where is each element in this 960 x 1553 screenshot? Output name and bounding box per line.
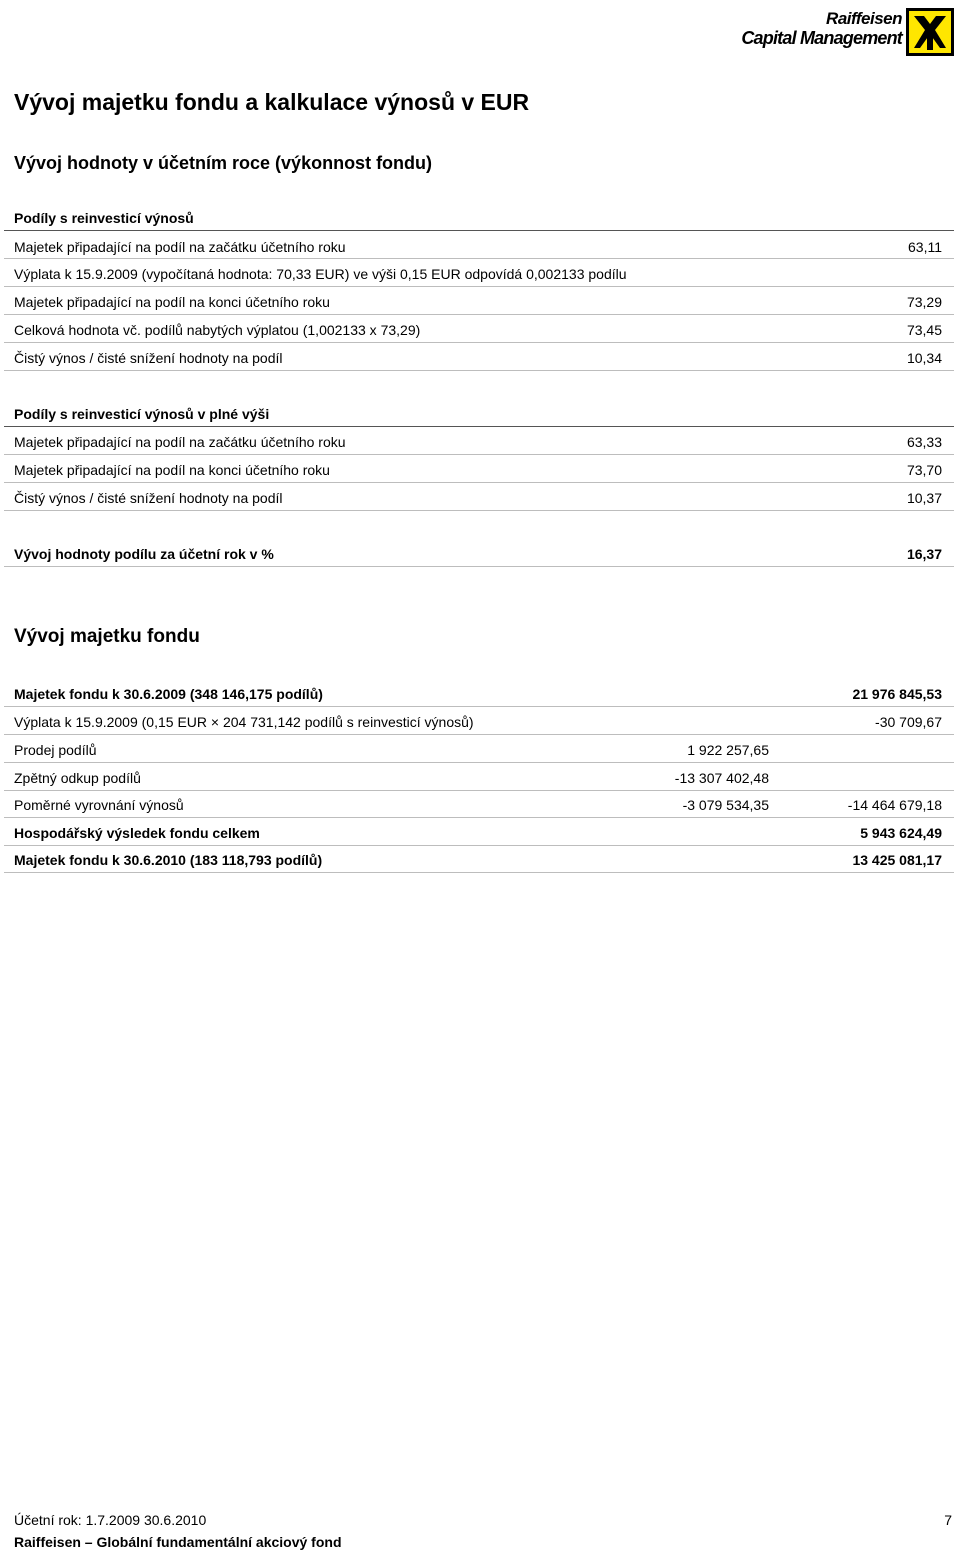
- row-label: Zpětný odkup podílů: [14, 770, 141, 786]
- row-label: Výplata k 15.9.2009 (0,15 EUR × 204 731,142 podílů s reinvesticí výnosů): [14, 714, 474, 730]
- row-divider: [4, 342, 954, 343]
- table-row: [0, 742, 960, 762]
- gable-cross-logo-icon: [906, 8, 954, 56]
- row-label: Čistý výnos / čisté snížení hodnoty na podíl: [14, 350, 283, 366]
- row-value: 73,45: [906, 322, 942, 338]
- row-divider: [4, 566, 954, 567]
- row-divider: [4, 845, 954, 846]
- row-divider: [4, 510, 954, 511]
- row-label: Majetek připadající na podíl na začátku účetního roku: [14, 434, 346, 450]
- table-row: [0, 434, 960, 454]
- row-label: Výplata k 15.9.2009 (vypočítaná hodnota: 70,33 EUR) ve výši 0,15 EUR odpovídá 0,002133 podílu: [14, 266, 627, 282]
- table-row: [0, 797, 960, 817]
- performance-label: Vývoj hodnoty podílu za účetní rok v %: [14, 546, 274, 562]
- row-label: Celková hodnota vč. podílů nabytých výplatou (1,002133 x 73,29): [14, 322, 421, 338]
- row-value: 73,70: [906, 462, 942, 478]
- section-3-title: Vývoj majetku fondu: [14, 626, 200, 647]
- table-row: [0, 239, 960, 259]
- row-value: 13 425 081,17: [852, 852, 942, 868]
- row-divider: [4, 314, 954, 315]
- row-value: -14 464 679,18: [847, 797, 942, 813]
- row-label: Majetek připadající na podíl na konci účetního roku: [14, 462, 330, 478]
- row-value: 10,34: [906, 350, 942, 366]
- section-1-title: Podíly s reinvesticí výnosů: [14, 210, 194, 226]
- row-value: 21 976 845,53: [852, 686, 942, 702]
- table-row: [0, 852, 960, 872]
- section-2-divider: [4, 426, 954, 427]
- row-divider: [4, 817, 954, 818]
- page-title: Vývoj majetku fondu a kalkulace výnosů v EUR: [14, 89, 530, 115]
- row-label: Majetek připadající na podíl na začátku účetního roku: [14, 239, 346, 255]
- footer-fund-name: Raiffeisen – Globální fundamentální akciový fond: [14, 1534, 342, 1550]
- row-value: 63,33: [906, 434, 942, 450]
- row-label: Majetek připadající na podíl na konci účetního roku: [14, 294, 330, 310]
- page-subtitle: Vývoj hodnoty v účetním roce (výkonnost fondu): [14, 153, 433, 173]
- table-row: [0, 462, 960, 482]
- row-label: Hospodářský výsledek fondu celkem: [14, 825, 260, 841]
- row-label: Čistý výnos / čisté snížení hodnoty na podíl: [14, 490, 283, 506]
- table-row: [0, 714, 960, 734]
- section-2-title: Podíly s reinvesticí výnosů v plné výši: [14, 406, 270, 422]
- row-divider: [4, 734, 954, 735]
- row-value: -30 709,67: [875, 714, 942, 730]
- row-value: 73,29: [906, 294, 942, 310]
- table-row: [0, 322, 960, 342]
- row-divider: [4, 872, 954, 873]
- row-label: Poměrné vyrovnání výnosů: [14, 797, 184, 813]
- table-row: [0, 294, 960, 314]
- row-divider: [4, 762, 954, 763]
- table-row: [0, 825, 960, 845]
- row-divider: [4, 706, 954, 707]
- page-number: 7: [944, 1512, 952, 1528]
- row-mid-value: 1 922 257,65: [687, 742, 769, 758]
- table-row: [0, 490, 960, 510]
- raiffeisen-logo: [738, 8, 956, 56]
- row-value: 10,37: [906, 490, 942, 506]
- row-label: Majetek fondu k 30.6.2009 (348 146,175 podílů): [14, 686, 323, 702]
- table-row: [0, 686, 960, 706]
- row-divider: [4, 482, 954, 483]
- footer-period: Účetní rok: 1.7.2009 30.6.2010: [14, 1512, 207, 1528]
- logo-line-2: Capital Management: [741, 28, 902, 48]
- row-mid-value: -3 079 534,35: [682, 797, 769, 813]
- row-label: Prodej podílů: [14, 742, 97, 758]
- table-row: [0, 266, 960, 286]
- logo-wordmark: [738, 10, 902, 47]
- row-value: 5 943 624,49: [860, 825, 942, 841]
- row-value: 63,11: [908, 239, 942, 255]
- row-divider: [4, 454, 954, 455]
- row-divider: [4, 370, 954, 371]
- performance-row: [0, 546, 960, 566]
- row-mid-value: -13 307 402,48: [674, 770, 769, 786]
- section-1-divider: [4, 230, 954, 231]
- performance-value: 16,37: [906, 546, 942, 562]
- logo-line-1: Raiffeisen: [826, 9, 902, 28]
- table-row: [0, 350, 960, 370]
- table-row: [0, 770, 960, 790]
- row-label: Majetek fondu k 30.6.2010 (183 118,793 podílů): [14, 852, 323, 868]
- row-divider: [4, 258, 954, 259]
- row-divider: [4, 286, 954, 287]
- row-divider: [4, 790, 954, 791]
